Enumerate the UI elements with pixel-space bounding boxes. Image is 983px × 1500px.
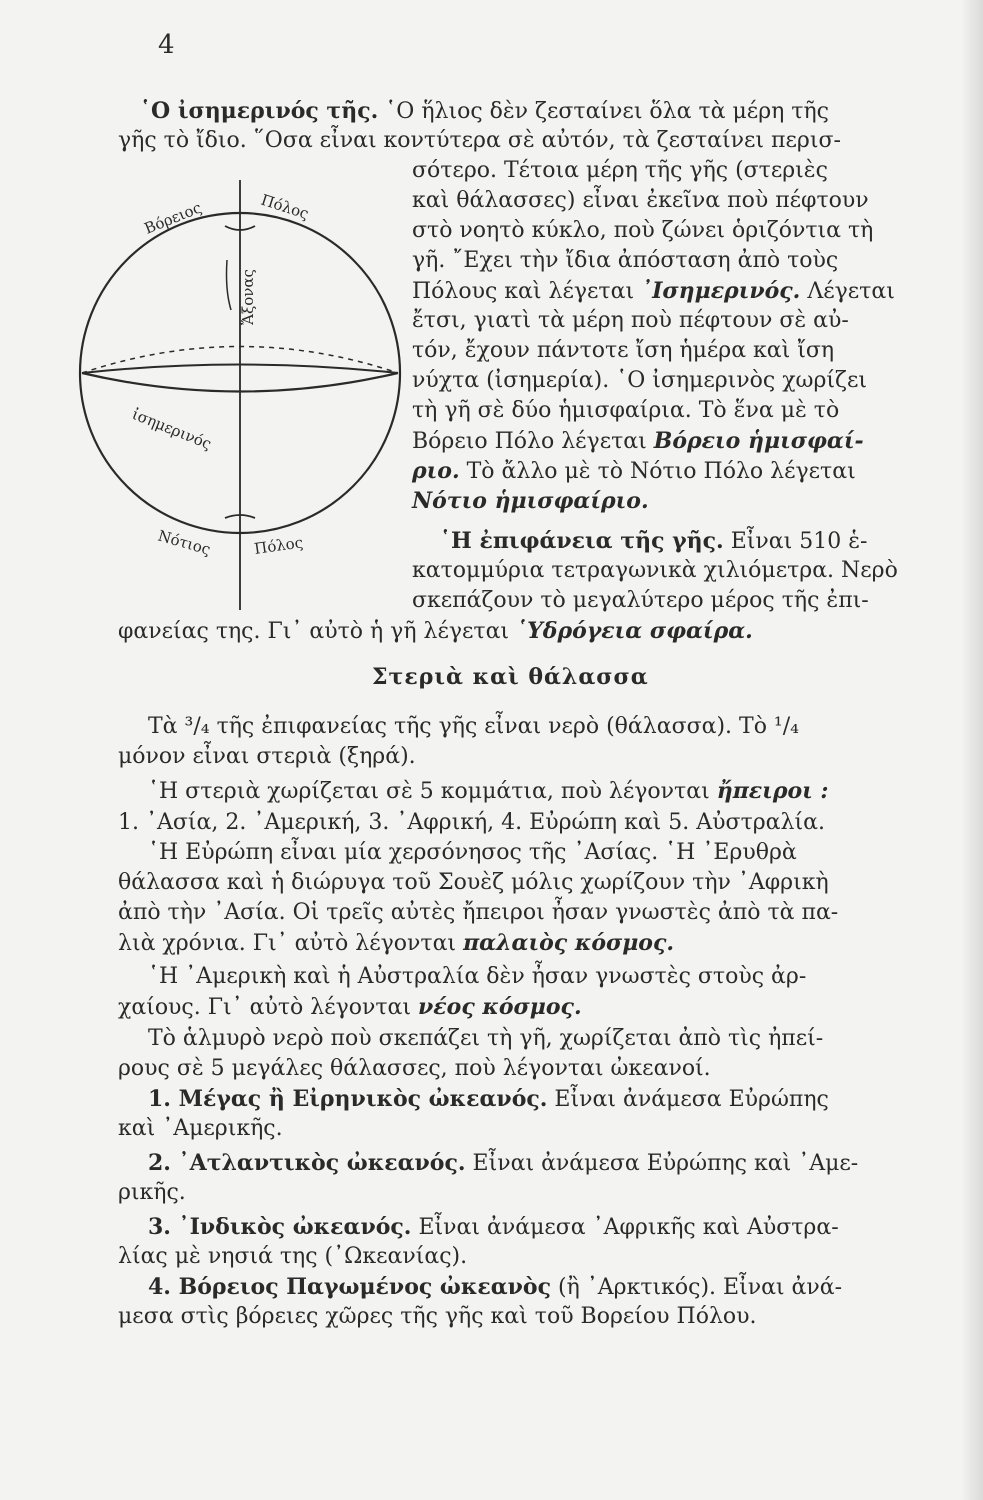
body-line3	[148, 776, 829, 806]
para1-line11: τὴ γῆ σὲ δύο ἡμισφαίρια. Τὸ ἕνα μὲ τὸ	[412, 398, 840, 423]
ocean-item-4	[148, 1272, 842, 1302]
body-line9: ῾Η ᾿Αμερικὴ καὶ ἡ Αὐστραλία δὲν ἦσαν γνωστὲς στοὺς ἀρ-	[148, 964, 807, 989]
body-line1: Τὰ ³/₄ τῆς ἐπιφανείας τῆς γῆς εἶναι νερὸ (θάλασσα). Τὸ ¹/₄	[148, 714, 799, 739]
body-line6: θάλασσα καὶ ἡ διώρυγα τοῦ Σουὲζ μόλις χωρίζουν τὴν ᾿Αφρικὴ	[118, 870, 829, 895]
para1-line13	[412, 456, 938, 486]
page-edge-shadow	[961, 0, 983, 1500]
ocean-3-name: 3. ᾿Ινδικὸς ὠκεανός.	[148, 1214, 412, 1240]
para2-line4-a: φανείας της. Γι᾿ αὐτὸ ἡ γῆ λέγεται	[118, 619, 510, 644]
para1-line12-a: Βόρειο Πόλο λέγεται	[412, 429, 647, 454]
ocean-4-text: (ἢ ᾿Αρκτικός). Εἶναι ἀνά-	[558, 1275, 843, 1300]
ocean-item-2	[148, 1148, 858, 1178]
label-south: Νότιος	[155, 526, 213, 559]
body-line10	[118, 992, 938, 1022]
label-equator: ἰσημερινός	[129, 405, 215, 454]
body-line10-a: χαίους. Γι᾿ αὐτὸ λέγονται	[118, 995, 412, 1020]
para1-line14	[412, 486, 938, 516]
term-epeiroi: ἤπειροι :	[716, 778, 829, 804]
para1-line7	[412, 276, 938, 306]
body-line5: ῾Η Εὐρώπη εἶναι μία χερσόνησος τῆς ᾿Ασίας. ῾Η ᾿Ερυθρὰ	[148, 840, 797, 865]
para1-line1-text: ῾Ο ἥλιος δὲν ζεσταίνει ὅλα τὰ μέρη τῆς	[385, 99, 829, 124]
term-old-world: παλαιὸς κόσμος.	[463, 930, 675, 956]
axis-arrow	[227, 260, 232, 310]
body-line7: ἀπὸ τὴν ᾿Ασία. Οἱ τρεῖς αὐτὲς ἤπειροι ἦσαν γνωστὲς ἀπὸ τὰ πα-	[118, 900, 839, 925]
para1-line2: γῆς τὸ ἴδιο. ῞Οσα εἶναι κοντύτερα σὲ αὐτόν, τὰ ζεσταίνει περισ-	[118, 128, 841, 153]
ocean-item-4-cont: μεσα στὶς βόρειες χῶρες τῆς γῆς καὶ τοῦ Βορείου Πόλου.	[118, 1304, 757, 1329]
para1-line5: στὸ νοητὸ κύκλο, ποὺ ζώνει ὁριζόντια τὴ	[412, 218, 874, 243]
ocean-1-text: Εἶναι ἀνάμεσα Εὐρώπης	[554, 1087, 829, 1112]
para1-line13-b: Τὸ ἄλλο μὲ τὸ Νότιο Πόλο λέγεται	[466, 459, 856, 484]
body-line12: ρους σὲ 5 μεγάλες θάλασσες, ποὺ λέγονται ὠκεανοί.	[118, 1056, 711, 1081]
term-hydrogeia: ῾Υδρόγεια σφαίρα.	[516, 618, 753, 644]
para2-line4	[118, 616, 938, 646]
para1-line7-a: Πόλους καὶ λέγεται	[412, 279, 635, 304]
body-line11: Τὸ ἁλμυρὸ νερὸ ποὺ σκεπάζει τὴ γῆ, χωρίζεται ἀπὸ τὶς ἠπεί-	[148, 1026, 824, 1051]
ocean-item-1-cont: καὶ ᾿Αμερικῆς.	[118, 1116, 283, 1141]
body-line4: 1. ᾿Ασία, 2. ᾿Αμερική, 3. ᾿Αφρική, 4. Εὐρώπη καὶ 5. Αὐστραλία.	[118, 810, 825, 835]
ocean-item-3	[148, 1212, 839, 1242]
term-new-world: νέος κόσμος.	[418, 994, 582, 1020]
para1-line4: καὶ θάλασσες) εἶναι ἐκεῖνα ποὺ πέφτουν	[412, 188, 869, 213]
body-line2: μόνον εἶναι στεριὰ (ξηρά).	[118, 744, 416, 769]
para1-line8: ἔτσι, γιατὶ τὰ μέρη ποὺ πέφτουν σὲ αὐ-	[412, 308, 849, 333]
page-number: 4	[158, 30, 175, 60]
label-north: Βόρειος	[141, 198, 205, 238]
body-line8	[118, 928, 938, 958]
label-axis: Ἄξονας	[239, 269, 257, 325]
term-north-hemisphere-end: ριο.	[412, 458, 460, 484]
para2-line1	[440, 526, 867, 556]
section-heading: Στεριὰ καὶ θάλασσα	[372, 664, 649, 690]
para1-line10: νύχτα (ἰσημερία). ῾Ο ἰσημερινὸς χωρίζει	[412, 368, 868, 393]
para1-heading: ῾Ο ἰσημερινός τῆς.	[140, 98, 379, 124]
para2-heading: ῾Η ἐπιφάνεια τῆς γῆς.	[440, 528, 724, 554]
para2-line2: κατομμύρια τετραγωνικὰ χιλιόμετρα. Νερὸ	[412, 558, 898, 583]
para1-line12	[412, 426, 938, 456]
body-line8-a: λιὰ χρόνια. Γι᾿ αὐτὸ λέγονται	[118, 931, 457, 956]
para2-line3: σκεπάζουν τὸ μεγαλύτερο μέρος τῆς ἐπι-	[412, 588, 869, 613]
label-pole-top: Πόλος	[258, 190, 311, 223]
label-pole-bottom: Πόλος	[253, 533, 305, 558]
ocean-3-text: Εἶναι ἀνάμεσα ᾿Αφρικῆς καὶ Αὐστρα-	[418, 1215, 839, 1240]
ocean-2-name: 2. ᾿Ατλαντικὸς ὠκεανός.	[148, 1150, 466, 1176]
ocean-2-text: Εἶναι ἀνάμεσα Εὐρώπης καὶ ᾿Αμε-	[472, 1151, 859, 1176]
term-isimerinos: ᾿Ισημερινός.	[641, 278, 801, 304]
ocean-1-name: 1. Μέγας ἢ Εἰρηνικὸς ὠκεανός.	[148, 1086, 548, 1112]
ocean-4-name: 4. Βόρειος Παγωμένος ὠκεανὸς	[148, 1274, 551, 1300]
body-line3-a: ῾Η στεριὰ χωρίζεται σὲ 5 κομμάτια, ποὺ λέγονται	[148, 779, 710, 804]
para1-line3: σότερο. Τέτοια μέρη τῆς γῆς (στεριὲς	[412, 158, 828, 183]
globe-diagram	[75, 160, 405, 620]
ocean-item-2-cont: ρικῆς.	[118, 1180, 186, 1205]
term-north-hemisphere: Βόρειο ἡμισφαί-	[653, 428, 864, 454]
para1-line7-b: Λέγεται	[807, 279, 895, 304]
para2-line1-text: Εἶναι 510 ἑ-	[730, 529, 868, 554]
para1-line9: τόν, ἔχουν πάντοτε ἴση ἡμέρα καὶ ἴση	[412, 338, 835, 363]
term-south-hemisphere: Νότιο ἡμισφαίριο.	[412, 488, 649, 514]
para1-line6: γῆ. ῎Εχει τὴν ἴδια ἀπόσταση ἀπὸ τοὺς	[412, 248, 839, 273]
ocean-item-3-cont: λίας μὲ νησιά της (᾿Ωκεανίας).	[118, 1244, 468, 1269]
ocean-item-1	[148, 1084, 829, 1114]
para1-line1	[140, 96, 829, 126]
